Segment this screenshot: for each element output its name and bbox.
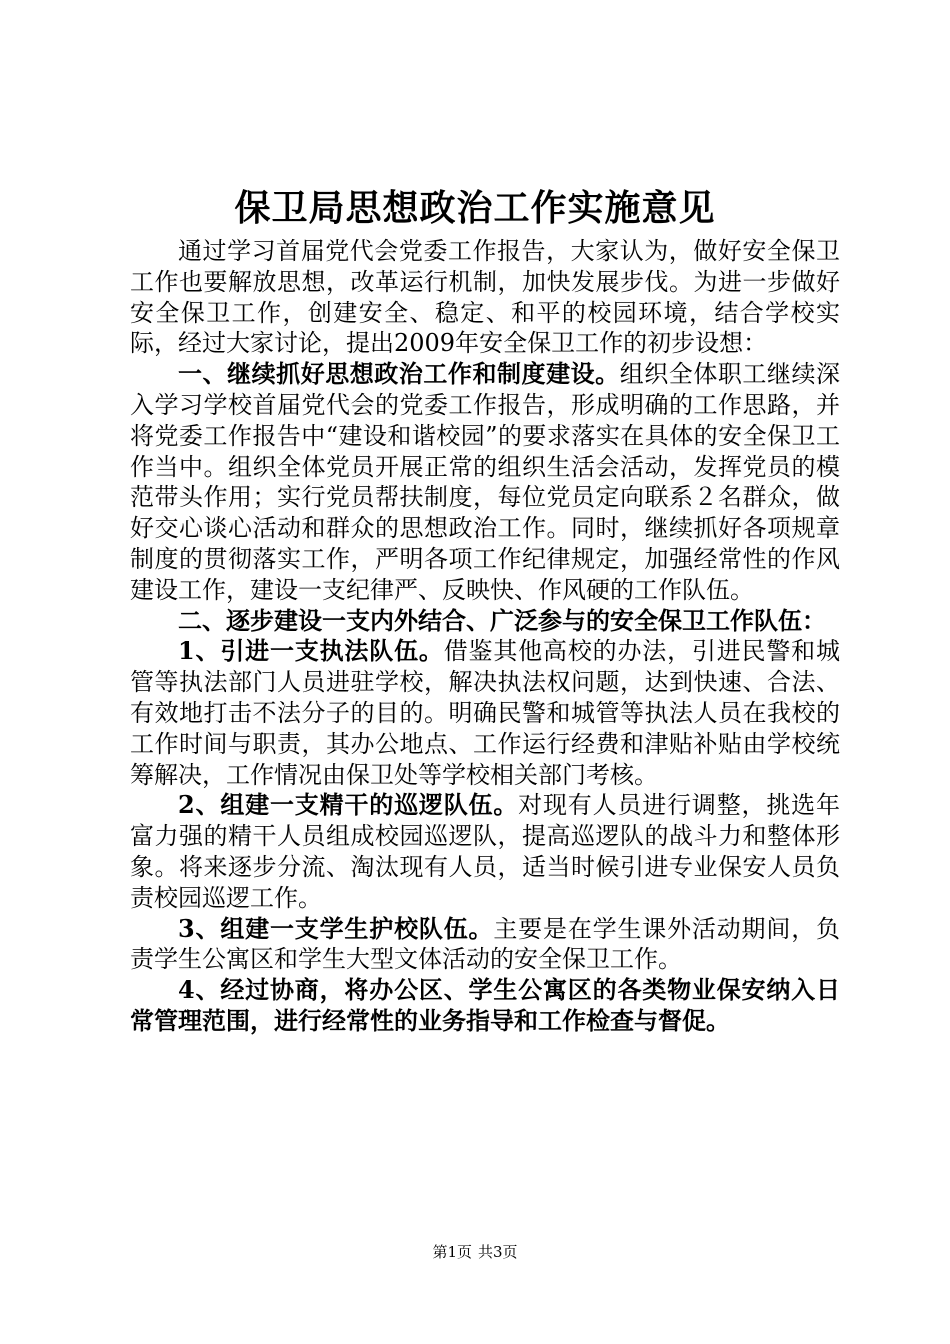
- paragraph-lead: 二、逐步建设一支内外结合、广泛参与的安全保卫工作队伍：: [178, 605, 826, 635]
- paragraph-text: 通过学习首届党代会党委工作报告，大家认为，做好安全保卫工作也要解放思想，改革运行机制，加快发展步伐。为进一步做好安全保卫工作，创建安全、稳定、和平的校园环境，结合学校实际，经过大家讨论，提出2009年安全保卫工作的初步设想：: [130, 237, 840, 358]
- paragraph-item-1: [130, 636, 840, 790]
- paragraph-item-3: [130, 914, 840, 976]
- page-total: 共3页: [478, 1243, 518, 1261]
- page-number: 第1页: [432, 1243, 472, 1261]
- paragraph-text: 主要是在学生课外活动期间，负责学生公寓区和学生大型文体活动的安全保卫工作。: [130, 914, 841, 974]
- paragraph-lead: 2、组建一支精干的巡逻队伍。: [178, 790, 519, 820]
- paragraph-lead: 4、经过协商，将办公区、学生公寓区的各类物业保安纳入日常管理范围，进行经常性的业务指导和工作检查与督促。: [130, 975, 840, 1035]
- paragraph-lead: 1、引进一支执法队伍。: [178, 636, 444, 666]
- paragraph-text: 组织全体职工继续深入学习学校首届党代会的党委工作报告，形成明确的工作思路，并将党委工作报告中“建设和谐校园”的要求落实在具体的安全保卫工作当中。组织全体党员开展正常的组织生活会活动，发挥党员的模范带头作用；实行党员帮扶制度，每位党员定向联系２名群众，做好交心谈心活动和群众的思想政治工作。同时，继续抓好各项规章制度的贯彻落实工作，严明各项工作纪律规定，加强经常性的作风建设工作，建设一支纪律严、反映快、作风硬的工作队伍。: [130, 360, 841, 604]
- paragraph-section-2: [130, 606, 840, 637]
- paragraph-section-1: [130, 359, 840, 605]
- paragraph-item-4: [130, 975, 840, 1037]
- paragraph-item-2: [130, 790, 840, 913]
- paragraph-lead: 一、继续抓好思想政治工作和制度建设。: [178, 359, 620, 389]
- paragraph-lead: 3、组建一支学生护校队伍。: [178, 913, 494, 943]
- paragraph-intro: [130, 236, 840, 359]
- document-body: [130, 236, 840, 1037]
- paragraph-text: 对现有人员进行调整，挑选年富力强的精干人员组成校园巡逻队，提高巡逻队的战斗力和整体形象。将来逐步分流、淘汰现有人员，适当时候引进专业保安人员负责校园巡逻工作。: [130, 791, 841, 912]
- paragraph-text: 借鉴其他高校的办法，引进民警和城管等执法部门人员进驻学校，解决执法权问题，达到快速、合法、有效地打击不法分子的目的。明确民警和城管等执法人员在我校的工作时间与职责，其办公地点、工作运行经费和津贴补贴由学校统筹解决，工作情况由保卫处等学校相关部门考核。: [130, 637, 841, 789]
- page-title: 保卫局思想政治工作实施意见: [234, 187, 716, 229]
- page-footer: [0, 1242, 950, 1262]
